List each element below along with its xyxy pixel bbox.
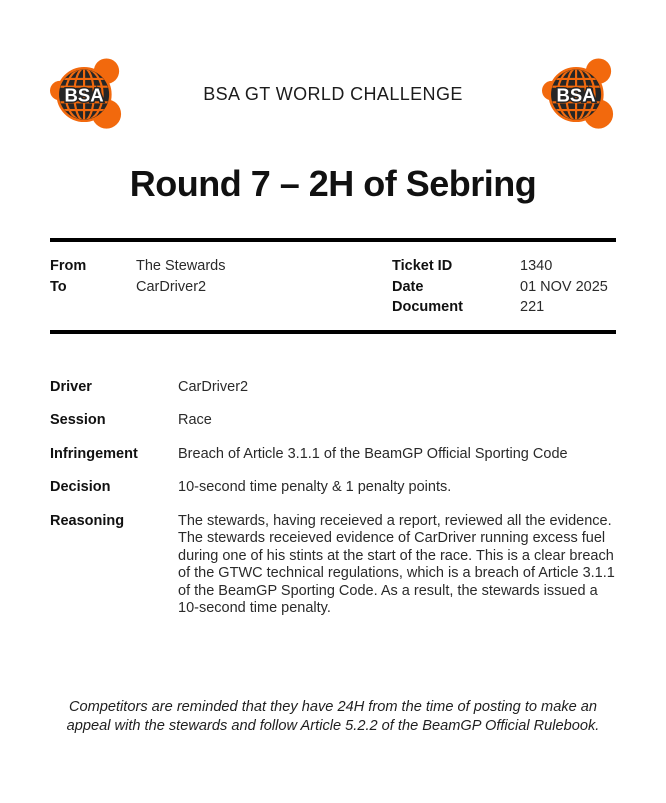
infringement-value: Breach of Article 3.1.1 of the BeamGP Official Sporting Code: [178, 445, 568, 462]
meta-row-from: [50, 256, 392, 277]
decision-value: 10-second time penalty & 1 penalty points.: [178, 479, 452, 495]
document-number-label: Document: [392, 299, 463, 315]
meta-document-info: [392, 256, 616, 318]
meta-row-to: [50, 277, 392, 298]
detail-row-reasoning: [50, 513, 616, 618]
session-value: Race: [178, 412, 212, 428]
driver-label: Driver: [50, 378, 92, 395]
ticket-id-label: Ticket ID: [392, 258, 453, 274]
logo-text: BSA: [64, 84, 104, 106]
logo-text: BSA: [556, 84, 596, 106]
appeal-notice: Competitors are reminded that they have 24H from the time of posting to make an appeal with the stewards and follow Article 5.2.2 of the BeamGP Official Rulebook.: [66, 698, 600, 734]
meta-table: [50, 238, 616, 334]
infringement-label: Infringement: [50, 445, 138, 462]
document-number-value: 221: [520, 299, 545, 315]
ticket-id-value: 1340: [520, 258, 553, 274]
date-label: Date: [392, 278, 424, 295]
detail-row-decision: [50, 479, 616, 497]
document-title: Round 7 – 2H of Sebring: [129, 163, 537, 204]
to-value: CarDriver2: [136, 278, 207, 295]
meta-correspondents: [50, 256, 392, 318]
bsa-globe-logo-right: [542, 57, 616, 132]
from-label: From: [50, 258, 87, 274]
session-label: Session: [50, 412, 106, 428]
reasoning-label: Reasoning: [50, 512, 125, 529]
organization-title: BSA GT WORLD CHALLENGE: [203, 84, 463, 104]
stewards-decision-document: [50, 0, 616, 737]
detail-row-driver: [50, 379, 616, 397]
from-value: The Stewards: [136, 258, 226, 274]
meta-row-document: [392, 297, 616, 318]
date-value: 01 NOV 2025: [520, 278, 608, 295]
decision-details-section: [50, 379, 616, 618]
bsa-globe-logo-left: [50, 57, 124, 132]
document-header: [50, 57, 616, 132]
reasoning-value: The stewards, having receieved a report, reviewed all the evidence. The stewards receieved evidence of CarDriver running excess fuel during one of his stints at the start of the race. This is a clear breach of the GTWC technical regulations, which is a breach of Article 3.1.1 of the BeamGP Sporting Code. As a result, the stewards issued a 10-second time penalty.: [178, 512, 615, 616]
detail-row-infringement: [50, 446, 616, 464]
driver-value: CarDriver2: [178, 378, 249, 395]
decision-label: Decision: [50, 479, 111, 495]
to-label: To: [50, 278, 67, 295]
meta-row-ticket-id: [392, 256, 616, 277]
meta-row-date: [392, 277, 616, 298]
detail-row-session: [50, 412, 616, 430]
